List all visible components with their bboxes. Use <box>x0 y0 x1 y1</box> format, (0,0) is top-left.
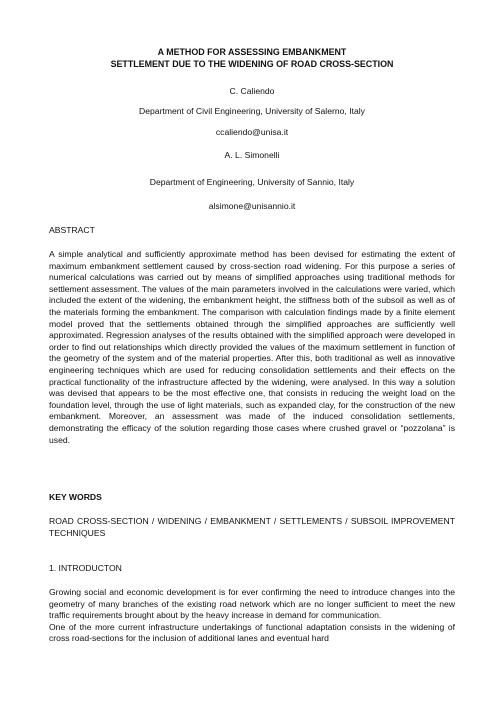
abstract-paragraph: A simple analytical and sufficiently approximate method has been devised for estimating the extent of maximum embankment settlement caused by cross-section road widening. For this purpose a series of numerical calculations was carried out by means of simplified approaches using traditional methods for settlement assessment. The values of the main parameters involved in the calculations were varied, which included the extent of the widening, the embankment height, the stiffness both of the subsoil as well as of the materials forming the embankment. The comparison with calculation findings made by a finite element model proved that the settlements obtained through the simplified approaches are sufficiently well approximated. Regression analyses of the results obtained with the simplified approach were developed in order to find out relationships which directly provided the values of the maximum settlement in function of the geometry of the system and of the material properties. After this, both traditional as well as innovative engineering techniques which are used for reducing consolidation settlements and their effects on the practical functionality of the infrastructure affected by the widening, were analysed. In this way a solution was devised that appears to be the most effective one, that consists in reducing the weight load on the foundation level, through the use of light materials, such as expanded clay, for the construction of the new embankment. Moreover, an assessment was made of the induced consolidation settlements, demonstrating the efficacy of the solution regarding those cases where crushed gravel or “pozzolana” is used. <box>49 249 455 445</box>
author-affiliation-1: Department of Civil Engineering, University of Salerno, Italy <box>139 106 365 116</box>
author-name-2: A. L. Simonelli <box>224 150 280 160</box>
keywords-heading: KEY WORDS <box>49 492 102 502</box>
abstract-heading: ABSTRACT <box>49 225 95 235</box>
keywords-paragraph: ROAD CROSS-SECTION / WIDENING / EMBANKMENT / SETTLEMENTS / SUBSOIL IMPROVEMENT TECHNIQUES <box>49 516 455 538</box>
author-name-1: C. Caliendo <box>229 86 275 96</box>
paper-title-line-1: A METHOD FOR ASSESSING EMBANKMENT <box>157 47 347 57</box>
abstract-text <box>49 249 455 446</box>
introduction-paragraph-1: Growing social and economic development is for ever confirming the need to introduce changes into the geometry of many branches of the existing road network which are no longer sufficient to meet the new traffic requirements brought about by the heavy increase in demand for communication. <box>49 587 455 621</box>
introduction-text <box>49 587 455 645</box>
author-affiliation-2: Department of Engineering, University of Sannio, Italy <box>149 177 355 187</box>
author-email-2: alsimone@unisannio.it <box>208 201 296 211</box>
author-email-1: ccaliendo@unisa.it <box>215 127 289 137</box>
introduction-paragraph-2: One of the more current infrastructure undertakings of functional adaptation consists in the widening of cross road-sections for the inclusion of additional lanes and eventual hard <box>49 621 455 644</box>
paper-title-line-2: SETTLEMENT DUE TO THE WIDENING OF ROAD CROSS-SECTION <box>110 59 394 69</box>
keywords-text <box>49 516 455 539</box>
introduction-heading: 1. INTRODUCTON <box>49 563 122 573</box>
